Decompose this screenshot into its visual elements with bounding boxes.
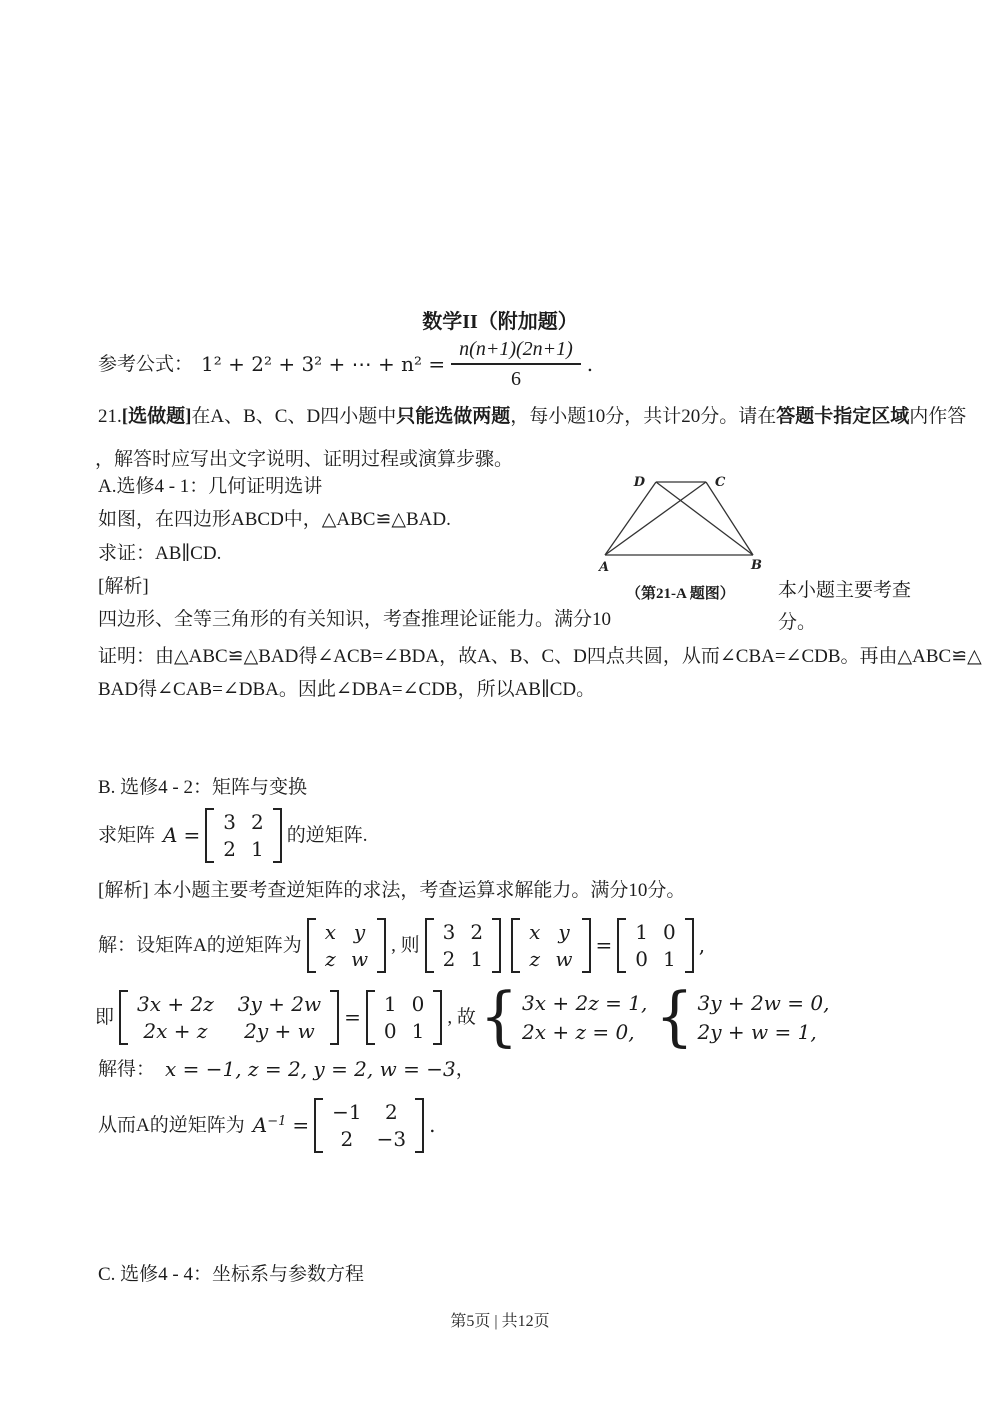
matrix-entry: 3	[442, 919, 456, 944]
question-number: 21.	[98, 406, 122, 427]
section-b-solution-line2	[95, 979, 833, 1055]
matrix-entry: 2	[442, 946, 456, 971]
intro-segment-4-bold: 答题卡指定区域	[776, 406, 910, 427]
matrix-entry: 1	[411, 1018, 425, 1043]
section-a-heading: A.选修4 - 1：几何证明选讲	[98, 476, 323, 497]
fraction-numerator: n(n+1)(2n+1)	[451, 337, 581, 365]
matrix-entry: y	[558, 919, 570, 944]
section-c-heading: C. 选修4 - 4：坐标系与参数方程	[98, 1264, 365, 1285]
matrix-a-again	[425, 918, 501, 973]
matrix-entry: 3	[223, 809, 236, 834]
matrix-entry: 1	[635, 919, 649, 944]
fraction-denominator: 6	[510, 368, 521, 390]
equation: 3x + 2z = 1,	[522, 990, 648, 1015]
matrix-identity-again	[366, 990, 442, 1045]
equation: 3y + 2w = 0,	[697, 990, 830, 1015]
matrix-entry: 0	[635, 946, 649, 971]
vertex-label-c: C	[715, 475, 726, 490]
question-tag: [选做题]	[121, 406, 192, 427]
intro-segment-5: 内作答	[909, 406, 967, 427]
page-title: 数学II（附加题）	[422, 311, 578, 333]
question-21-intro-line1	[98, 405, 966, 428]
matrix-entry: 3x + 2z	[137, 991, 214, 1016]
matrix-entry: 2x + z	[143, 1018, 208, 1043]
inverse-matrix-symbol	[253, 1113, 287, 1137]
matrix-unknown	[307, 918, 386, 973]
matrix-entry: 1	[383, 991, 397, 1016]
question-post: 的逆矩阵.	[286, 824, 368, 846]
matrix-entry: 2y + w	[244, 1018, 315, 1043]
question-21-intro-line2: ，解答时应写出文字说明、证明过程或演算步骤。	[95, 449, 514, 470]
figure-21a	[595, 468, 765, 575]
equals-sign: =	[344, 1005, 361, 1029]
section-a-prove: 求证：AB∥CD.	[98, 543, 222, 564]
fraction	[451, 337, 581, 391]
vertex-label-b: B	[751, 558, 762, 573]
step3-label: 解得：	[98, 1058, 156, 1080]
matrix-entry: y	[353, 919, 366, 944]
section-a-given: 如图，在四边形ABCD中，△ABC≌△BAD.	[98, 509, 451, 530]
matrix-entry: 0	[663, 919, 676, 944]
matrix-entry: z	[529, 946, 541, 971]
section-a-proof-line2: BAD得∠CAB=∠DBA。因此∠DBA=∠CDB，所以AB∥CD。	[98, 679, 596, 700]
intro-segment-1: 在A、B、C、D四小题中	[191, 406, 397, 427]
matrix-entry: x	[529, 919, 541, 944]
matrix-entry: −1	[332, 1099, 362, 1124]
inverse-exponent: −1	[267, 1114, 287, 1129]
brace-icon: {	[655, 979, 694, 1055]
page-footer: 第5页 | 共12页	[450, 1313, 550, 1330]
solution-mid: , 则	[391, 934, 420, 956]
matrix-entry: 0	[411, 991, 425, 1016]
step3-end: ，	[455, 1058, 475, 1080]
matrix-entry: 1	[470, 946, 484, 971]
matrix-entry: −3	[376, 1126, 407, 1151]
final-period: .	[429, 1113, 436, 1137]
figure-caption: （第21-A 题图）	[626, 586, 735, 602]
question-pre: 求矩阵	[98, 824, 156, 846]
section-a-analysis-right-bottom: 分。	[778, 612, 817, 633]
brace-icon: {	[479, 979, 519, 1055]
equals-sign: =	[595, 933, 613, 957]
series-expression: 1² + 2² + 3² + ⋯ + n² =	[201, 352, 446, 376]
trapezoid-diagram	[595, 468, 765, 575]
reference-formula	[98, 338, 594, 390]
step2-pre: 即	[95, 1006, 115, 1028]
equals-sign: =	[292, 1113, 310, 1137]
step3-values: x = −1, z = 2, y = 2, w = −3	[165, 1057, 456, 1081]
matrix-entry: 2	[470, 919, 484, 944]
equation: 2y + w = 1,	[697, 1019, 817, 1044]
matrix-a	[205, 808, 281, 863]
matrix-entry: 2	[384, 1099, 398, 1124]
vertex-label-d: D	[633, 475, 645, 490]
section-b-solution-line1	[98, 912, 705, 978]
step2-mid: , 故	[447, 1006, 476, 1028]
formula-period: .	[586, 352, 594, 376]
matrix-unknown-again	[511, 918, 590, 973]
matrix-entry: w	[351, 946, 369, 971]
matrix-entry: x	[324, 919, 337, 944]
step4-pre: 从而A的逆矩阵为	[98, 1114, 245, 1136]
matrix-entry: 2	[340, 1126, 354, 1151]
equation: 2x + z = 0,	[522, 1019, 635, 1044]
solution-pre: 解：设矩阵A的逆矩阵为	[98, 934, 302, 956]
equals-sign: =	[183, 823, 201, 847]
section-a-proof-line1: 证明：由△ABC≌△BAD得∠ACB=∠BDA，故A、B、C、D四点共圆，从而∠CBA=∠CDB。再由△ABC≌△	[98, 646, 982, 667]
matrix-entry: z	[325, 946, 336, 971]
section-a-analysis-right-top: 本小题主要考查	[778, 580, 912, 601]
equation-system-yw	[655, 979, 830, 1055]
intro-segment-2-bold: 只能选做两题	[396, 406, 511, 427]
section-b-solution-line3	[98, 1056, 475, 1082]
trailing-comma: ,	[698, 933, 706, 957]
reference-formula-label: 参考公式：	[98, 353, 194, 375]
matrix-entry: 1	[663, 946, 676, 971]
matrix-entry: 0	[383, 1018, 397, 1043]
section-a-analysis-tag: [解析]	[98, 576, 149, 597]
section-b-analysis: [解析] 本小题主要考查逆矩阵的求法，考查运算求解能力。满分10分。	[98, 880, 686, 901]
equation-system-xz	[479, 979, 648, 1055]
matrix-entry: 3y + 2w	[237, 991, 322, 1016]
matrix-entry: 2	[250, 809, 264, 834]
matrix-entry: 1	[250, 836, 264, 861]
intro-segment-3: ，每小题10分，共计20分。请在	[510, 406, 777, 427]
matrix-entry: 2	[223, 836, 236, 861]
matrix-result	[314, 1098, 424, 1153]
section-b-question	[98, 806, 367, 864]
inverse-base: A	[252, 1113, 268, 1137]
matrix-identity	[617, 918, 693, 973]
matrix-expression	[119, 990, 339, 1045]
vertex-label-a: A	[599, 560, 610, 575]
section-a-analysis-left: 四边形、全等三角形的有关知识，考查推理论证能力。满分10	[98, 609, 612, 630]
matrix-a-symbol: A	[163, 823, 178, 847]
section-b-solution-line4	[98, 1094, 435, 1156]
section-b-heading: B. 选修4 - 2：矩阵与变换	[98, 777, 308, 798]
matrix-entry: w	[555, 946, 573, 971]
